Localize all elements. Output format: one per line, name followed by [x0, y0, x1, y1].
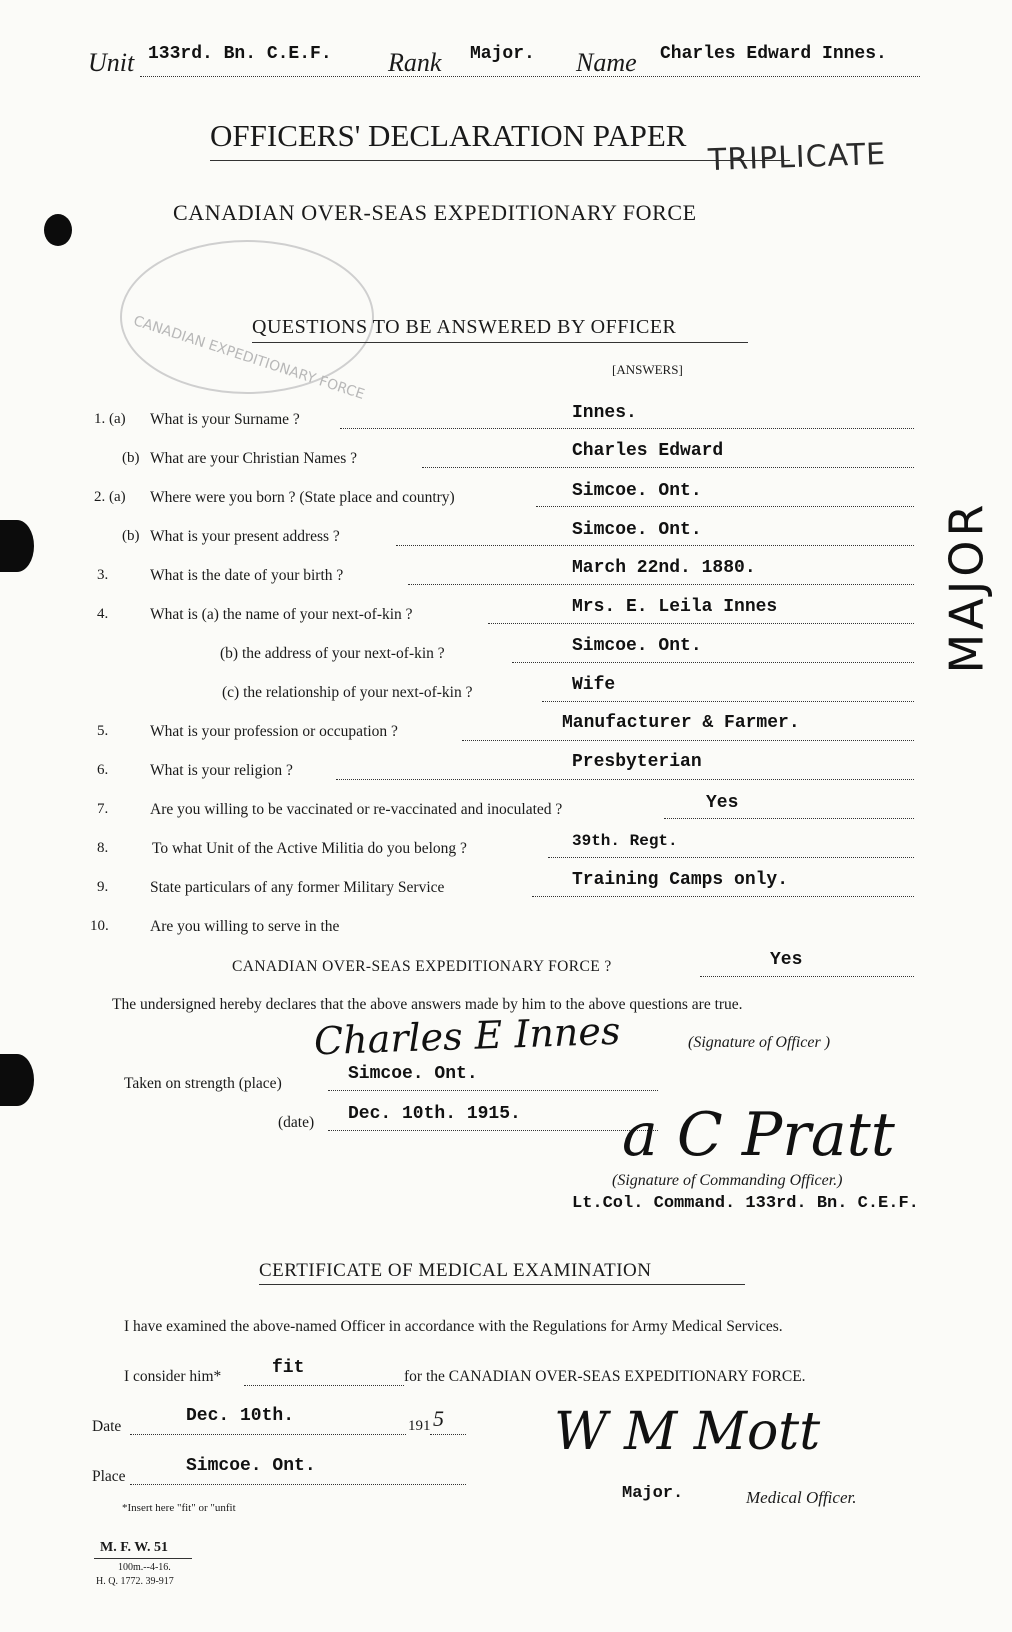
officer-signature: Charles E Innes	[313, 1008, 622, 1064]
medical-footnote: *Insert here "fit" or "unfit	[122, 1502, 236, 1514]
unit-value: 133rd. Bn. C.E.F.	[148, 44, 332, 64]
received-stamp-text: CANADIAN EXPEDITIONARY FORCE	[131, 313, 367, 403]
q10-line	[700, 976, 914, 977]
form-number: M. F. W. 51	[100, 1540, 168, 1555]
co-signature: a C Pratt	[622, 1100, 895, 1170]
q1b-number: (b)	[122, 450, 140, 466]
form-line3: H. Q. 1772. 39-917	[96, 1576, 174, 1587]
q6-number: 6.	[97, 762, 109, 778]
consider-value: fit	[272, 1358, 305, 1378]
medical-year-suffix: 5	[433, 1406, 444, 1431]
q9-line	[532, 896, 914, 897]
q8-answer: 39th. Regt.	[572, 832, 678, 850]
rank-value: Major.	[470, 44, 535, 64]
q5-number: 5.	[97, 723, 109, 739]
name-label: Name	[576, 48, 637, 77]
medical-officer-rank: Major.	[622, 1484, 684, 1503]
medical-officer-label: Medical Officer.	[746, 1488, 857, 1507]
q4c-text: (c) the relationship of your next-of-kin ?	[222, 684, 473, 701]
q8-line	[548, 857, 914, 858]
rank-label: Rank	[388, 48, 442, 77]
q8-text: To what Unit of the Active Militia do you belong ?	[152, 840, 467, 857]
punch-hole-top	[44, 214, 72, 246]
medical-officer-signature: W M Mott	[554, 1402, 821, 1462]
form-number-underline	[94, 1558, 192, 1559]
q4c-answer: Wife	[572, 675, 616, 695]
medical-date-label: Date	[92, 1418, 122, 1435]
medical-year-line	[430, 1434, 466, 1435]
q3-line	[408, 584, 914, 585]
q10-answer: Yes	[770, 950, 803, 970]
form-line2: 100m.--4-16.	[118, 1562, 171, 1573]
taken-on-strength-label: Taken on strength (place)	[124, 1075, 282, 1092]
officer-signature-label: (Signature of Officer )	[688, 1034, 831, 1051]
q2a-answer: Simcoe. Ont.	[572, 481, 702, 501]
medical-date-value: Dec. 10th.	[186, 1406, 295, 1426]
q9-answer: Training Camps only.	[572, 870, 789, 890]
answers-label: [ANSWERS]	[612, 362, 683, 377]
q1b-text: What are your Christian Names ?	[150, 450, 358, 467]
q5-text: What is your profession or occupation ?	[150, 723, 398, 740]
taken-place-line	[328, 1090, 658, 1091]
medical-year-prefix: 191	[408, 1418, 431, 1434]
page-title: OFFICERS' DECLARATION PAPER	[210, 118, 687, 153]
co-title: Lt.Col. Command. 133rd. Bn. C.E.F.	[572, 1194, 919, 1213]
medical-place-value: Simcoe. Ont.	[186, 1456, 316, 1476]
q5-answer: Manufacturer & Farmer.	[562, 713, 800, 733]
q2b-line	[396, 545, 914, 546]
punch-hole-lower	[0, 1054, 34, 1106]
declaration-text: The undersigned hereby declares that the above answers made by him to the above questions are true.	[112, 996, 743, 1013]
q7-line	[664, 818, 914, 819]
q4b-text: (b) the address of your next-of-kin ?	[220, 645, 445, 662]
q8-number: 8.	[97, 840, 109, 856]
q1b-line	[422, 467, 914, 468]
punch-hole-middle	[0, 520, 34, 572]
q4b-answer: Simcoe. Ont.	[572, 636, 702, 656]
co-signature-label: (Signature of Commanding Officer.)	[612, 1172, 843, 1189]
q2b-text: What is your present address ?	[150, 528, 340, 545]
subtitle: CANADIAN OVER-SEAS EXPEDITIONARY FORCE	[173, 200, 697, 225]
header-underline	[140, 76, 920, 77]
q1a-line	[340, 428, 914, 429]
q4-text: What is (a) the name of your next-of-kin ?	[150, 606, 413, 623]
q1a-answer: Innes.	[572, 403, 637, 423]
q4a-answer: Mrs. E. Leila Innes	[572, 597, 778, 617]
q9-text: State particulars of any former Military Service	[150, 879, 445, 896]
q5-line	[462, 740, 914, 741]
medical-place-label: Place	[92, 1468, 126, 1485]
q7-answer: Yes	[706, 793, 739, 813]
q10-number: 10.	[90, 918, 109, 934]
q7-number: 7.	[97, 801, 109, 817]
q9-number: 9.	[97, 879, 109, 895]
q3-answer: March 22nd. 1880.	[572, 558, 756, 578]
q4-number: 4.	[97, 606, 109, 622]
name-value: Charles Edward Innes.	[660, 44, 887, 64]
taken-on-strength-place: Simcoe. Ont.	[348, 1064, 478, 1084]
q3-number: 3.	[97, 567, 109, 583]
questions-heading: QUESTIONS TO BE ANSWERED BY OFFICER	[252, 316, 677, 338]
q1a-number: 1. (a)	[94, 411, 126, 427]
side-note-major: MAJOR	[939, 500, 994, 674]
q2a-line	[536, 506, 914, 507]
taken-date-line	[328, 1130, 658, 1131]
q3-text: What is the date of your birth ?	[150, 567, 344, 584]
title-underline	[210, 160, 790, 161]
q1a-text: What is your Surname ?	[150, 411, 300, 428]
medical-statement: I have examined the above-named Officer in accordance with the Regulations for Army Medical Services.	[124, 1318, 783, 1335]
q4c-line	[542, 701, 914, 702]
date-label: (date)	[278, 1114, 315, 1131]
q7-text: Are you willing to be vaccinated or re-vaccinated and inoculated ?	[150, 801, 563, 818]
consider-label: I consider him*	[124, 1368, 222, 1385]
unit-label: Unit	[88, 48, 135, 77]
medical-date-line	[130, 1434, 406, 1435]
triplicate-stamp: TRIPLICATE	[707, 136, 887, 179]
q6-line	[336, 779, 914, 780]
taken-on-strength-date: Dec. 10th. 1915.	[348, 1104, 521, 1124]
q2a-text: Where were you born ? (State place and country)	[150, 489, 455, 506]
medical-place-line	[130, 1484, 466, 1485]
q2a-number: 2. (a)	[94, 489, 126, 505]
consider-suffix: for the CANADIAN OVER-SEAS EXPEDITIONARY FORCE.	[404, 1368, 806, 1385]
q6-text: What is your religion ?	[150, 762, 293, 779]
q4b-line	[512, 662, 914, 663]
q2b-number: (b)	[122, 528, 140, 544]
q2b-answer: Simcoe. Ont.	[572, 520, 702, 540]
q1b-answer: Charles Edward	[572, 441, 724, 461]
medical-heading-underline	[259, 1284, 745, 1285]
consider-line	[244, 1385, 404, 1386]
q4a-line	[488, 623, 914, 624]
questions-heading-underline	[252, 342, 748, 343]
q10-text: Are you willing to serve in the	[150, 918, 340, 935]
medical-heading: CERTIFICATE OF MEDICAL EXAMINATION	[259, 1260, 652, 1281]
q6-answer: Presbyterian	[572, 752, 702, 772]
q10-line2: CANADIAN OVER-SEAS EXPEDITIONARY FORCE ?	[232, 958, 612, 975]
